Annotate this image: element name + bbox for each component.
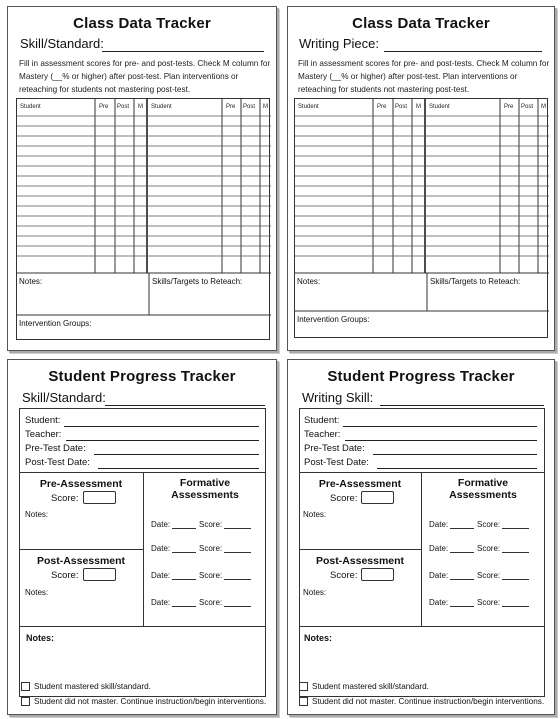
score-line[interactable]	[224, 606, 251, 607]
skill-standard-label: Skill/Standard:	[20, 36, 104, 51]
pre-post-divider	[299, 549, 421, 550]
intervention-groups-label: Intervention Groups:	[19, 319, 92, 328]
score-label: Score:	[477, 544, 501, 553]
score-grid	[16, 98, 270, 340]
post-score-box[interactable]	[361, 568, 394, 581]
skill-standard-line[interactable]	[102, 51, 264, 52]
writing-piece-label: Writing Piece:	[299, 36, 379, 51]
pre-post-divider	[19, 549, 143, 550]
mastered-label: Student mastered skill/standard.	[34, 682, 151, 691]
score-label: Score:	[477, 598, 501, 607]
pre-assessment-title: Pre-Assessment	[39, 478, 123, 490]
col-pre: Pre	[99, 104, 109, 110]
sheet-title: Student Progress Tracker	[48, 368, 236, 385]
col-post: Post	[395, 104, 408, 110]
pretest-date-label: Pre-Test Date:	[304, 443, 365, 454]
score-label: Score:	[477, 520, 501, 529]
col-post-2: Post	[243, 104, 256, 110]
date-label: Date:	[151, 598, 171, 607]
sheet-title: Class Data Tracker	[73, 15, 211, 32]
col-student: Student	[20, 104, 41, 110]
score-line[interactable]	[224, 552, 251, 553]
score-label: Score:	[199, 571, 223, 580]
pretest-date-line[interactable]	[373, 454, 537, 455]
formative-title-1: Formative	[179, 477, 231, 489]
instructions: Fill in assessment scores for pre- and post-tests. Check M column for Mastery (__% or higher) after post-test. Plan interventions or reteaching for students not mastering post-test.	[19, 59, 271, 94]
score-label: Score:	[477, 571, 501, 580]
post-notes-label: Notes:	[303, 588, 327, 597]
pre-score-box[interactable]	[83, 491, 116, 504]
date-line[interactable]	[450, 579, 474, 580]
teacher-label: Teacher:	[25, 429, 62, 440]
post-score-label: Score:	[51, 570, 79, 581]
not-mastered-label: Student did not master. Continue instruction/begin interventions.	[34, 697, 267, 706]
score-grid	[294, 98, 548, 338]
col-student: Student	[298, 104, 319, 110]
not-mastered-checkbox[interactable]	[299, 697, 308, 706]
score-label: Score:	[199, 598, 223, 607]
date-line[interactable]	[172, 528, 196, 529]
col-post: Post	[117, 104, 130, 110]
student-line[interactable]	[343, 426, 537, 427]
date-label: Date:	[151, 571, 171, 580]
col-student-2: Student	[429, 104, 450, 110]
posttest-date-label: Post-Test Date:	[304, 457, 369, 468]
posttest-date-line[interactable]	[377, 468, 537, 469]
student-progress-tracker-skill	[7, 359, 277, 715]
date-line[interactable]	[172, 606, 196, 607]
date-line[interactable]	[172, 552, 196, 553]
pre-assessment-title: Pre-Assessment	[318, 478, 402, 490]
score-label: Score:	[199, 520, 223, 529]
date-label: Date:	[429, 571, 449, 580]
class-data-tracker-skill	[7, 6, 277, 351]
post-score-box[interactable]	[83, 568, 116, 581]
post-notes-label: Notes:	[25, 588, 49, 597]
student-progress-tracker-writing	[287, 359, 555, 715]
teacher-line[interactable]	[66, 440, 259, 441]
col-pre-2: Pre	[504, 104, 514, 110]
class-data-tracker-writing	[287, 6, 555, 351]
date-label: Date:	[429, 544, 449, 553]
score-line[interactable]	[502, 606, 529, 607]
col-pre: Pre	[377, 104, 387, 110]
pre-notes-label: Notes:	[303, 510, 327, 519]
posttest-date-line[interactable]	[98, 468, 259, 469]
notes-heading: Notes:	[26, 633, 55, 643]
date-line[interactable]	[450, 606, 474, 607]
formative-title-2: Assessments	[171, 489, 239, 501]
date-line[interactable]	[450, 552, 474, 553]
score-label: Score:	[199, 544, 223, 553]
pre-score-label: Score:	[330, 493, 358, 504]
writing-skill-line[interactable]	[380, 405, 544, 406]
post-assessment-title: Post-Assessment	[315, 555, 405, 567]
col-m: M	[138, 104, 143, 110]
col-pre-2: Pre	[226, 104, 236, 110]
sheet-title: Class Data Tracker	[352, 15, 490, 32]
not-mastered-label: Student did not master. Continue instruction/begin interventions.	[312, 697, 545, 706]
col-m-2: M	[263, 104, 268, 110]
score-line[interactable]	[224, 579, 251, 580]
writing-piece-line[interactable]	[384, 51, 542, 52]
writing-skill-label: Writing Skill:	[302, 390, 374, 405]
pre-notes-label: Notes:	[25, 510, 49, 519]
col-m: M	[416, 104, 421, 110]
skill-standard-line[interactable]	[105, 405, 265, 406]
date-label: Date:	[151, 520, 171, 529]
student-label: Student:	[304, 415, 340, 426]
pre-score-label: Score:	[51, 493, 79, 504]
formative-title-2: Assessments	[449, 489, 517, 501]
teacher-label: Teacher:	[304, 429, 341, 440]
mastered-label: Student mastered skill/standard.	[312, 682, 429, 691]
student-line[interactable]	[64, 426, 259, 427]
teacher-line[interactable]	[345, 440, 537, 441]
col-post-2: Post	[521, 104, 534, 110]
date-label: Date:	[151, 544, 171, 553]
date-line[interactable]	[172, 579, 196, 580]
score-line[interactable]	[502, 552, 529, 553]
col-m-2: M	[541, 104, 546, 110]
score-line[interactable]	[502, 579, 529, 580]
student-label: Student:	[25, 415, 61, 426]
instructions: Fill in assessment scores for pre- and post-tests. Check M column for Mastery (__% or higher) after post-test. Plan interventions or reteaching for students not mastering post-test.	[298, 59, 550, 94]
formative-title-1: Formative	[457, 477, 509, 489]
intervention-groups-label: Intervention Groups:	[297, 315, 370, 324]
pre-score-box[interactable]	[361, 491, 394, 504]
posttest-date-label: Post-Test Date:	[25, 457, 90, 468]
reteach-label: Skills/Targets to Reteach:	[430, 277, 521, 286]
not-mastered-checkbox[interactable]	[21, 697, 30, 706]
mastered-checkbox[interactable]	[299, 682, 308, 691]
score-line[interactable]	[502, 528, 529, 529]
col-student-2: Student	[151, 104, 172, 110]
post-score-label: Score:	[330, 570, 358, 581]
date-label: Date:	[429, 598, 449, 607]
notes-label: Notes:	[297, 277, 321, 286]
score-line[interactable]	[224, 528, 251, 529]
reteach-label: Skills/Targets to Reteach:	[152, 277, 243, 286]
pretest-date-label: Pre-Test Date:	[25, 443, 86, 454]
notes-heading: Notes:	[304, 633, 333, 643]
sheet-title: Student Progress Tracker	[327, 368, 515, 385]
date-label: Date:	[429, 520, 449, 529]
notes-label: Notes:	[19, 277, 43, 286]
skill-standard-label: Skill/Standard:	[22, 390, 106, 405]
mastered-checkbox[interactable]	[21, 682, 30, 691]
post-assessment-title: Post-Assessment	[36, 555, 126, 567]
pretest-date-line[interactable]	[94, 454, 259, 455]
date-line[interactable]	[450, 528, 474, 529]
